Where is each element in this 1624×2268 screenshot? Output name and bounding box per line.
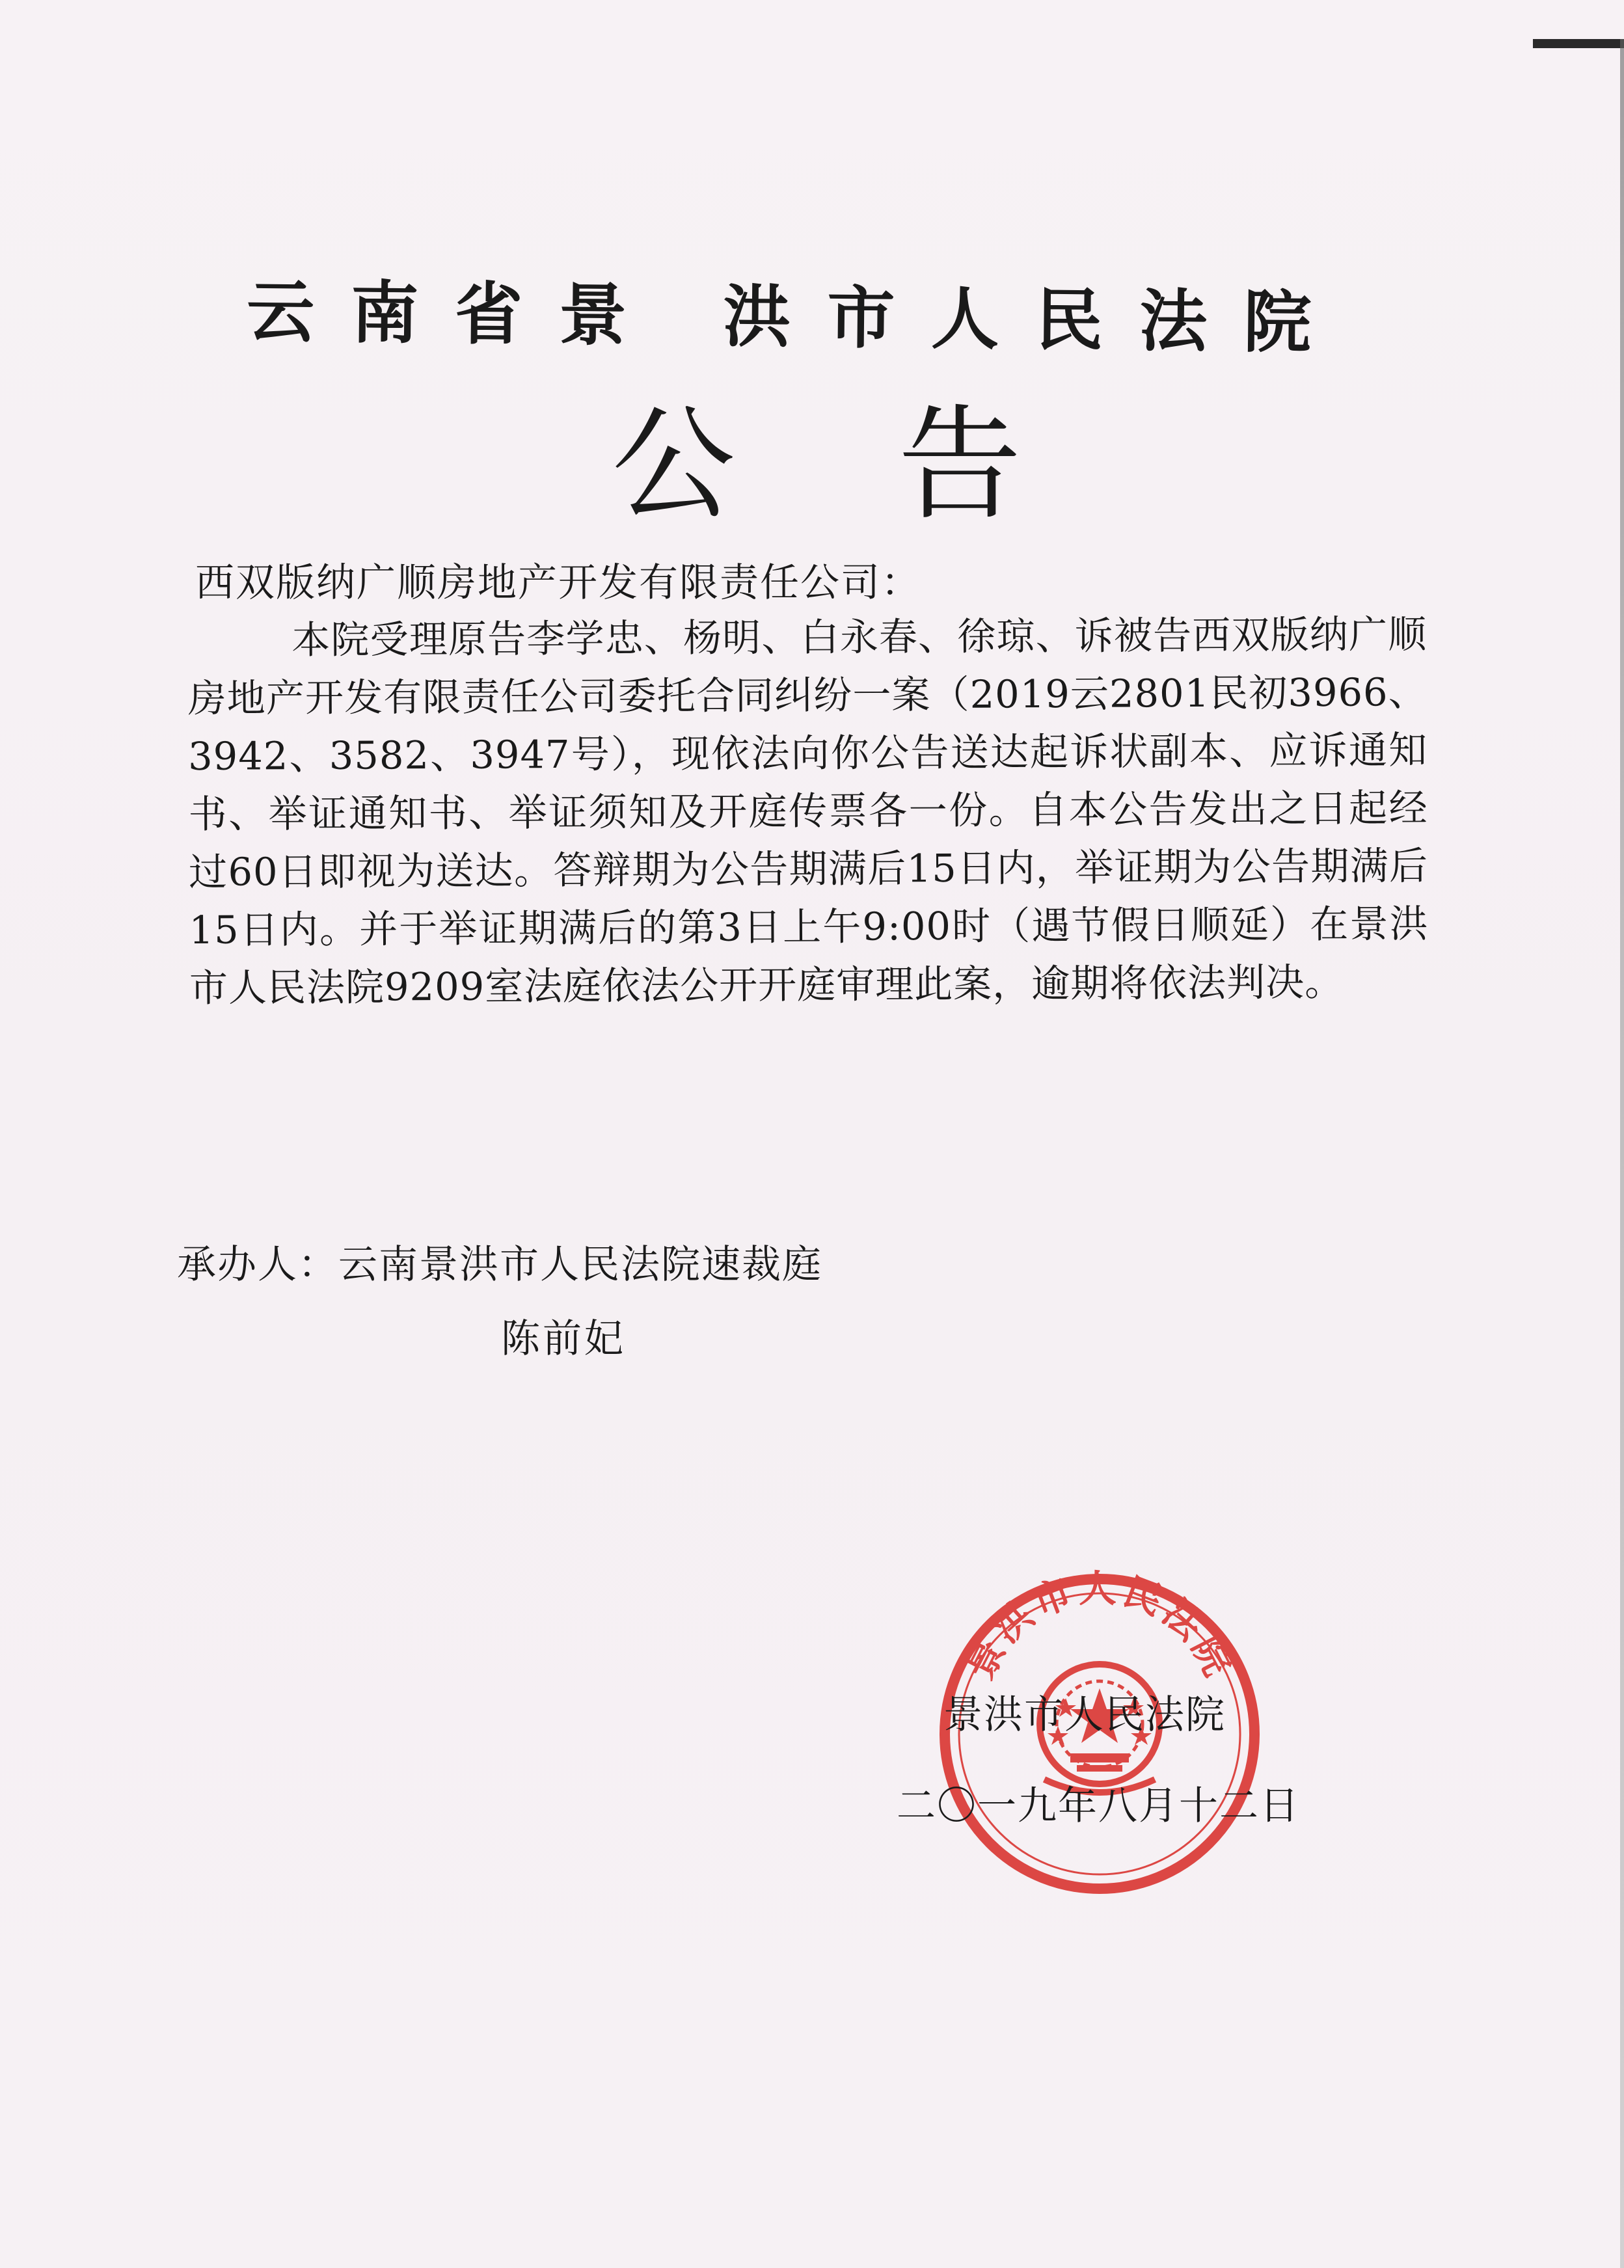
scan-border-right — [1620, 39, 1624, 2268]
salutation: 西双版纳广顺房地产开发有限责任公司： — [195, 560, 921, 606]
seal-ring-text: 景洪市人民法院 — [957, 1566, 1242, 1686]
handler-line: 承办人：云南景洪市人民法院速裁庭 — [177, 1242, 822, 1288]
notice-title: 公告 — [612, 393, 1185, 537]
issuer-name: 景洪市人民法院 — [943, 1692, 1226, 1738]
notice-body: 本院受理原告李学忠、杨明、白永春、徐琼、诉被告西双版纳广顺房地产开发有限责任公司委托合同纠纷一案（2019云2801民初3966、3942、3582、3947号），现依法向你公告送达起诉状副本、应诉通知书、举证通知书、举证须知及开庭传票各一份。自本公告发出之日起经过60日即视为送达。答辩期为公告期满后15日内，举证期为公告期满后15日内。并于举证期满后的第3日上午9:00时（遇节假日顺延）在景洪市人民法院9209室法庭依法公开开庭审理此案，逾期将依法判决。 — [187, 612, 1429, 1010]
scan-border-top — [1533, 39, 1624, 48]
issue-date: 二〇一九年八月十二日 — [897, 1783, 1300, 1829]
court-title: 云南省景 洪市人民法院 — [246, 271, 1348, 363]
handler-name: 陈前妃 — [501, 1316, 626, 1362]
